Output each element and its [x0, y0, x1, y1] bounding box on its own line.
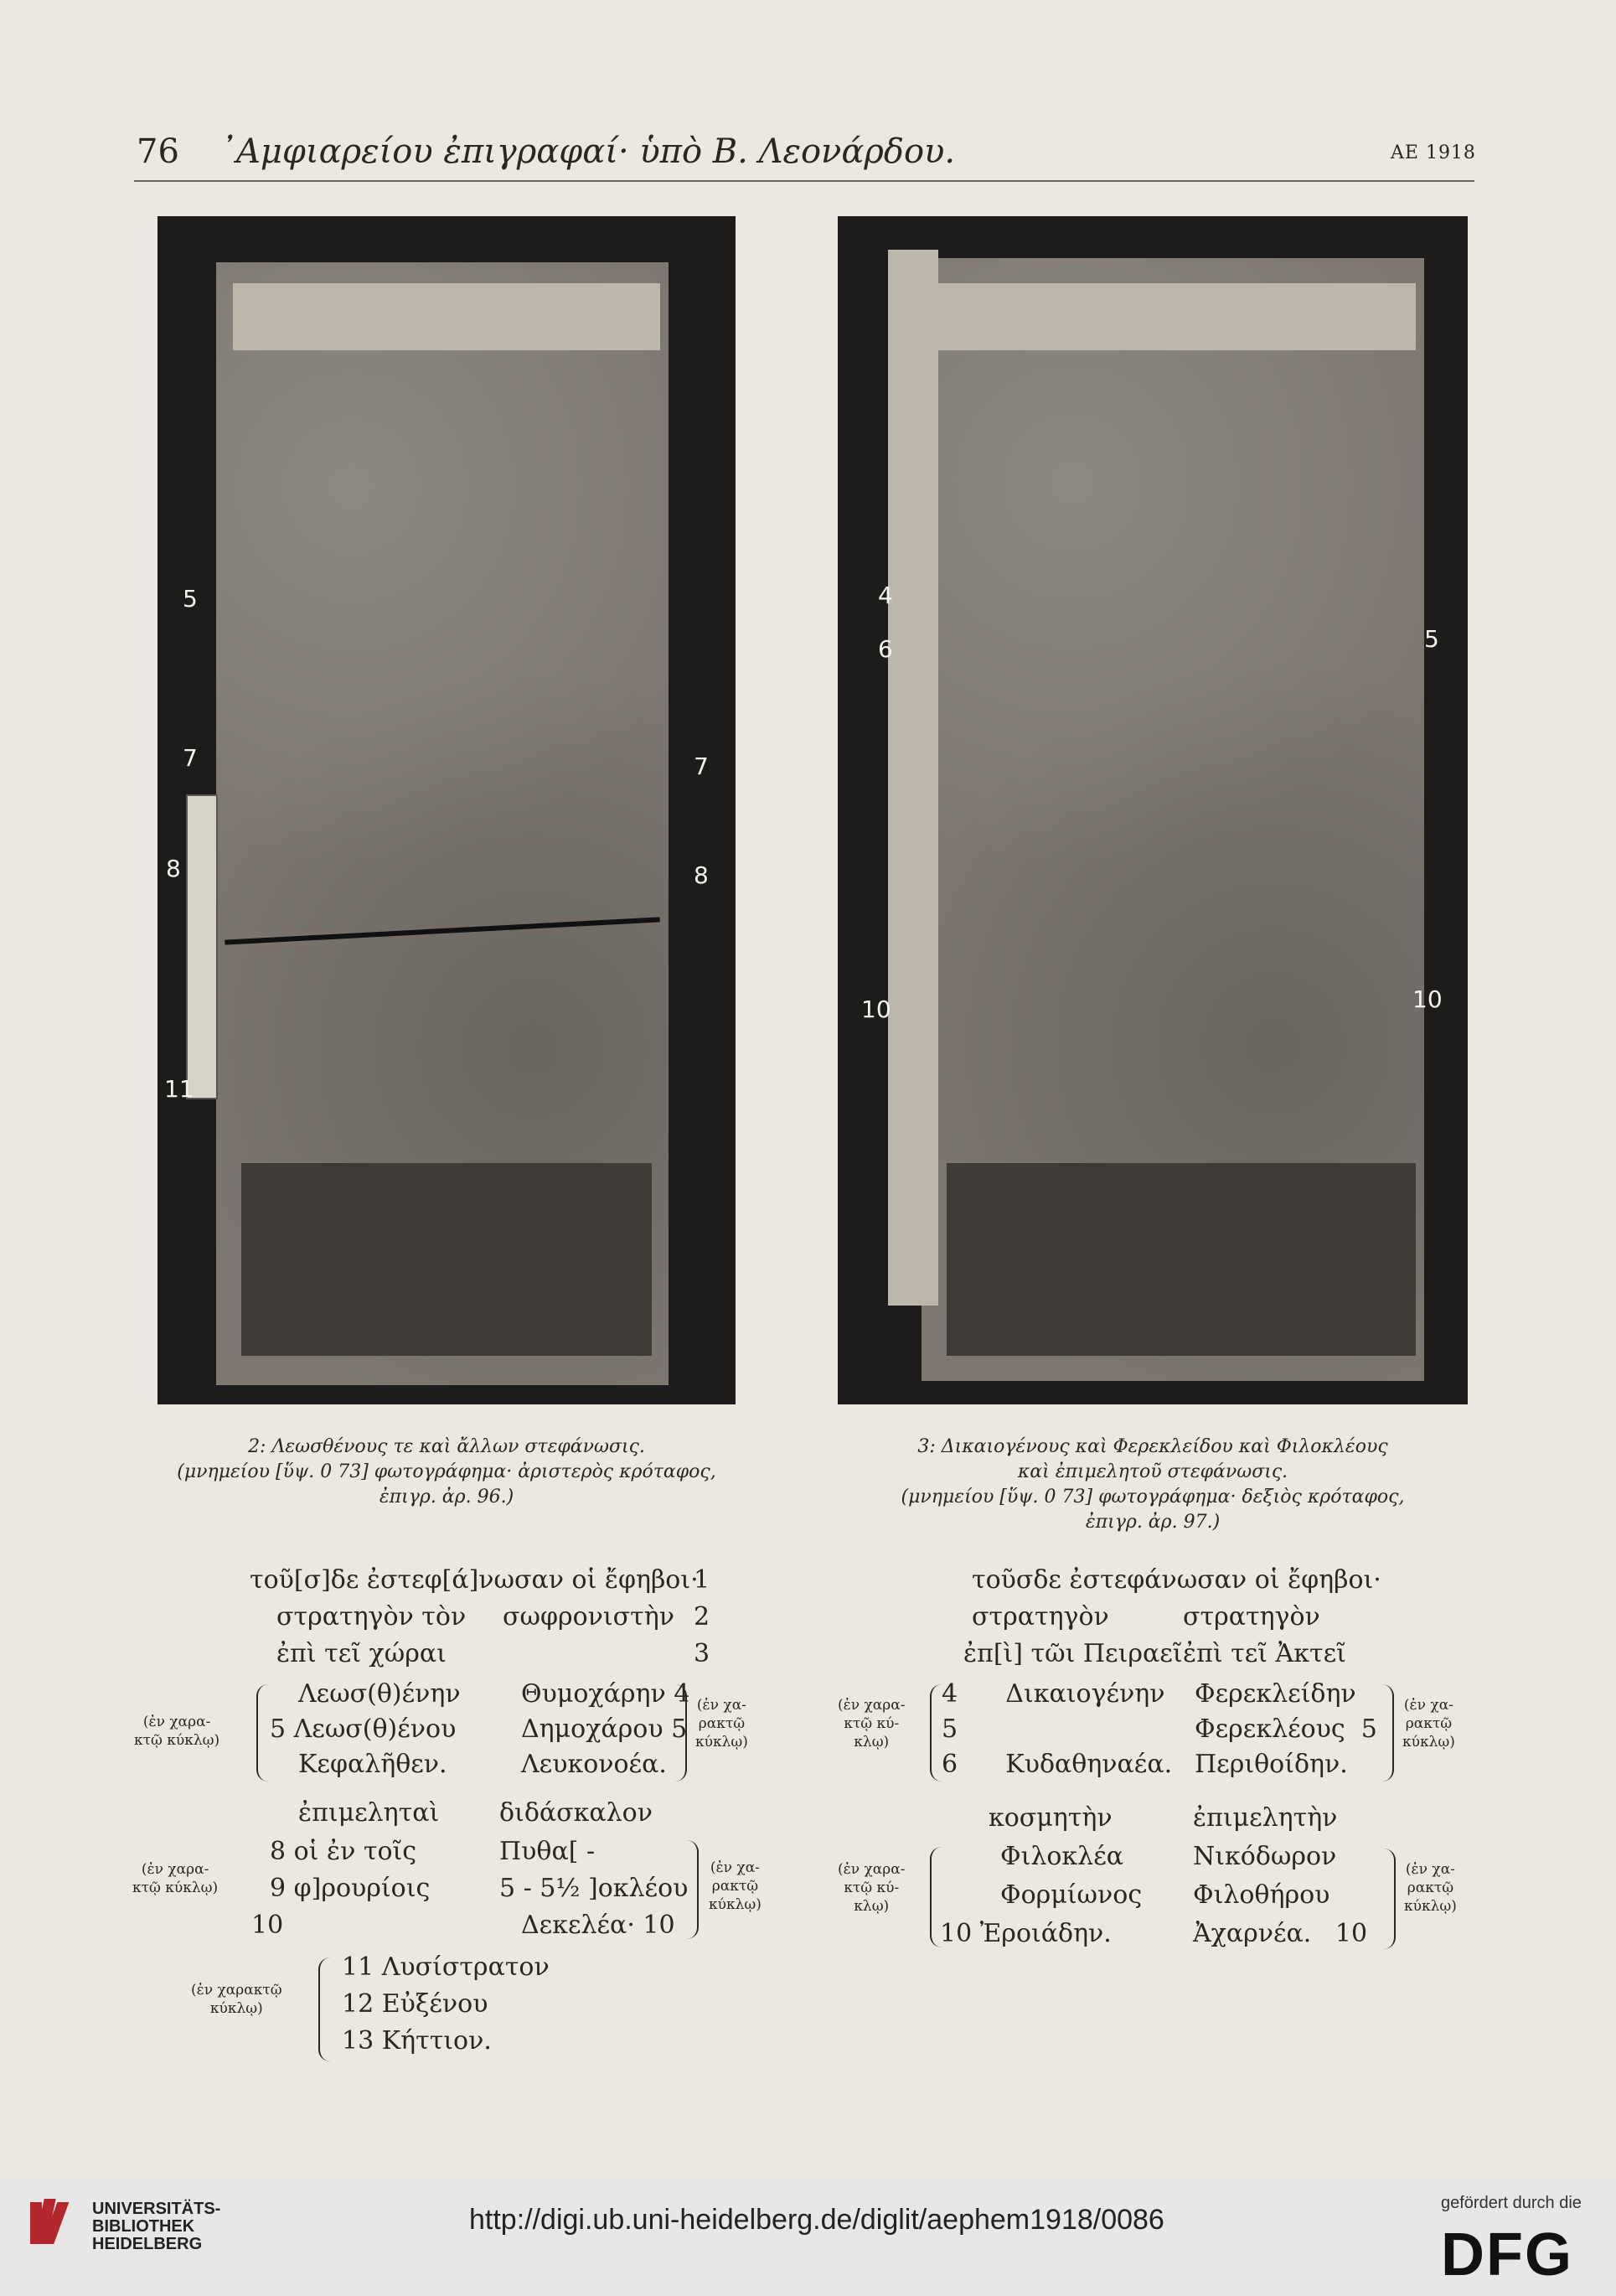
inscription-line: 9 φ]ρουρίοις — [270, 1874, 431, 1903]
inscription-line: Φορμίωνος — [1000, 1880, 1143, 1910]
stone-lower-band — [947, 1163, 1416, 1356]
line-number-marker: 10 — [861, 995, 891, 1023]
inscription-line: Ἀχαρνέα. 10 — [1193, 1919, 1368, 1948]
brace — [318, 1957, 330, 2061]
annotation: (ἐν χαρα- κτῷ κύκλῳ) — [134, 1714, 220, 1749]
annotation: (ἐν χα- ρακτῷ κύκλῳ) — [695, 1697, 748, 1750]
inscription-line: 10 Ἐροιάδην. — [940, 1919, 1112, 1948]
inscription-line: 10 — [251, 1911, 284, 1940]
inscription-line: στρατηγὸν — [972, 1602, 1109, 1632]
sponsor-label: gefördert durch die — [1441, 2194, 1582, 2212]
line-number-marker: 8 — [694, 861, 709, 889]
annotation: (ἐν χαρα- κτῷ κύκλῳ) — [132, 1861, 219, 1896]
dfg-logo: DFG — [1441, 2221, 1573, 2288]
running-title: ᾿Αμφιαρείου ἐπιγραφαί· ὑπὸ Β. Λεονάρδου. — [219, 132, 956, 171]
inscription-line: 12 Εὐξένου — [342, 1989, 488, 2019]
inscription-line: 5 — [942, 1714, 958, 1744]
inscription-line: 4 Δικαιογένην — [942, 1679, 1165, 1709]
footer-bar — [0, 2179, 1616, 2296]
brace — [1384, 1849, 1396, 1949]
annotation: (ἐν χαρα- κτῷ κύ- κλῳ) — [838, 1697, 906, 1750]
line-number: 1 — [694, 1565, 710, 1595]
inscription-heading: κοσμητὴν — [989, 1803, 1113, 1833]
inscription-line: Λεωσ(θ)ένην — [298, 1679, 461, 1709]
inscription-line: Θυμοχάρην 4 — [521, 1679, 690, 1709]
measuring-ruler — [186, 794, 218, 1099]
line-number-marker: 8 — [166, 855, 181, 882]
inscription-line: τοῦσδε ἐστεφάνωσαν οἱ ἔφηβοι· — [972, 1565, 1381, 1595]
inscription-line: ἐπὶ τεῖ Ἀκτεῖ — [1183, 1639, 1346, 1668]
photo-left — [157, 216, 736, 1404]
inscription-line: 5 - 5½ ]οκλέου — [499, 1874, 689, 1903]
inscription-line: ἐπὶ τεῖ χώραι — [276, 1639, 447, 1668]
line-number: 2 — [694, 1602, 710, 1632]
inscription-line: 6 Κυδαθηναέα. — [942, 1750, 1173, 1779]
inscription-line: 11 Λυσίστρατον — [342, 1952, 550, 1982]
inscription-heading: διδάσκαλον — [499, 1798, 653, 1828]
caption-line: 3: Δικαιογένους καὶ Φερεκλείδου καὶ Φιλοκλέους — [917, 1436, 1388, 1457]
inscription-line: 13 Κήττιον. — [342, 2026, 492, 2056]
inscription-line: Περιθοίδην. — [1195, 1750, 1348, 1779]
inscription-line: Κεφαλῆθεν. — [298, 1750, 447, 1779]
inscription-line: στρατηγὸν τὸν — [276, 1602, 467, 1632]
inscription-line: 8 οἱ ἐν τοῖς — [270, 1837, 417, 1866]
stone-top-molding — [938, 283, 1416, 350]
inscription-heading: ἐπιμελητὴν — [1193, 1803, 1338, 1833]
library-logo-icon — [23, 2194, 82, 2252]
line-number-marker: 10 — [1412, 985, 1443, 1013]
brace — [930, 1684, 942, 1781]
brace — [675, 1684, 687, 1781]
inscription-line: Φερεκλέους 5 — [1195, 1714, 1377, 1744]
inscription-line: Νικόδωρον — [1193, 1842, 1337, 1871]
page-number: 76 — [137, 132, 179, 171]
stone-top-molding — [233, 283, 660, 350]
line-number-marker: 4 — [878, 582, 893, 609]
annotation: (ἐν χα- ρακτῷ κύκλῳ) — [709, 1859, 762, 1913]
inscription-line: ἐπ[ὶ] τῶι Πειραεῖ — [963, 1639, 1183, 1668]
brace — [1382, 1684, 1394, 1781]
inscription-heading: ἐπιμεληταὶ — [298, 1798, 440, 1828]
caption-line: (μνημείου [ὕψ. 0 73] φωτογράφημα· ἀριστερὸς κρόταφος, — [177, 1461, 716, 1482]
line-number-marker: 11 — [164, 1075, 194, 1103]
inscription-line: 5 Λεωσ(θ)ένου — [270, 1714, 457, 1744]
brace — [687, 1840, 699, 1939]
inscription-line: Φιλοκλέα — [1000, 1842, 1123, 1871]
line-number-marker: 7 — [694, 752, 709, 780]
inscription-line: Φιλοθήρου — [1193, 1880, 1330, 1910]
stone-lower-band — [241, 1163, 652, 1356]
library-name: UNIVERSITÄTS- BIBLIOTHEK HEIDELBERG — [92, 2200, 221, 2253]
annotation: (ἐν χα- ρακτῷ κύκλῳ) — [1404, 1861, 1457, 1915]
inscription-line: σωφρονιστὴν — [503, 1602, 674, 1632]
caption-line: καὶ ἐπιμελητοῦ στεφάνωσις. — [1017, 1461, 1288, 1482]
inscription-line: Δημοχάρου 5 — [521, 1714, 688, 1744]
annotation: (ἐν χαρα- κτῷ κύ- κλῳ) — [838, 1861, 906, 1915]
line-number-marker: 5 — [183, 585, 198, 613]
inscription-line: στρατηγὸν — [1183, 1602, 1320, 1632]
brace — [256, 1684, 268, 1781]
inscription-line: τοῦ[σ]δε ἐστεφ[ά]νωσαν οἱ ἔφηβοι· — [250, 1565, 699, 1595]
caption-line: 2: Λεωσθένους τε καὶ ἄλλων στεφάνωσις. — [248, 1436, 645, 1457]
caption-line: ἐπιγρ. ἀρ. 96.) — [379, 1487, 514, 1507]
line-number: 3 — [694, 1639, 710, 1668]
annotation: (ἐν χαρακτῷ κύκλῳ) — [191, 1982, 282, 2017]
inscription-line: Φερεκλείδην — [1195, 1679, 1356, 1709]
photo-right — [838, 216, 1468, 1404]
document-url[interactable]: http://digi.ub.uni-heidelberg.de/diglit/aephem1918/0086 — [469, 2204, 1164, 2236]
line-number-marker: 5 — [1424, 625, 1439, 653]
caption-right — [838, 1435, 1468, 1535]
header-rule — [134, 180, 1474, 182]
line-number-marker: 6 — [878, 635, 893, 663]
inscription-line: Πυθα[ - — [499, 1837, 596, 1866]
line-number-marker: 7 — [183, 744, 198, 772]
inscription-line: Λευκονοέα. — [521, 1750, 667, 1779]
stone-side-edge — [888, 250, 938, 1306]
annotation: (ἐν χα- ρακτῷ κύκλῳ) — [1402, 1697, 1455, 1750]
inscription-line: Δεκελέα· 10 — [521, 1911, 675, 1940]
caption-line: ἐπιγρ. ἀρ. 97.) — [1085, 1512, 1221, 1533]
caption-line: (μνημείου [ὕψ. 0 73] φωτογράφημα· δεξιὸς κρόταφος, — [901, 1487, 1405, 1507]
caption-left — [157, 1435, 736, 1510]
journal-reference: ΑΕ 1918 — [1391, 142, 1476, 163]
